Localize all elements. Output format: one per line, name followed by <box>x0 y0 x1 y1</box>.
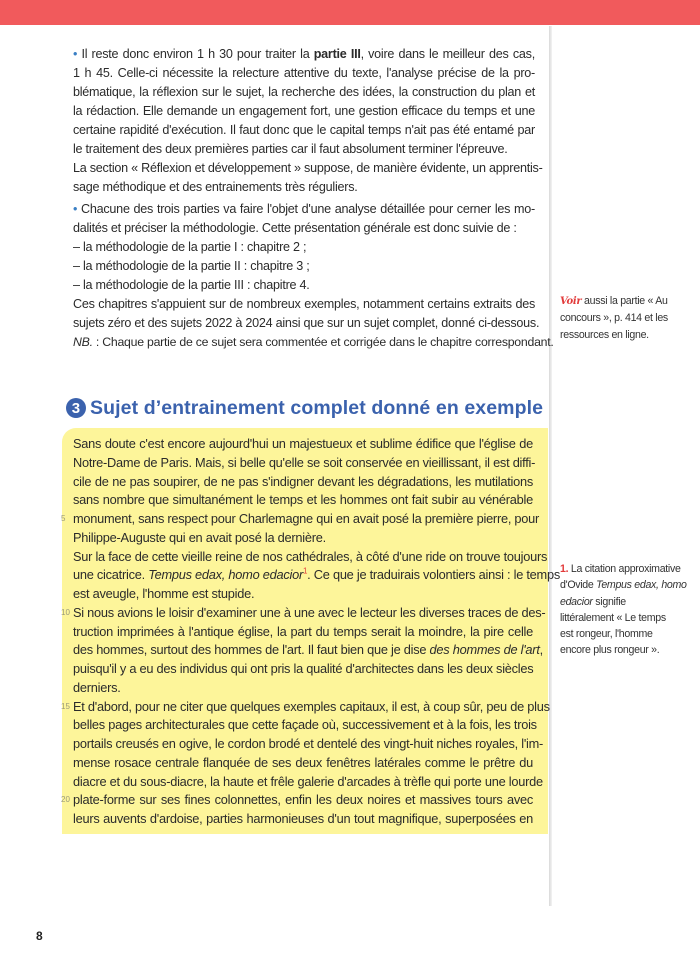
text-run: d'Ovide <box>560 579 597 592</box>
see-also-label: Voir <box>560 296 582 307</box>
footnote-ref: 1 <box>302 566 308 576</box>
intro-paragraph-1 <box>73 45 543 197</box>
line-number: 20 <box>61 795 70 805</box>
margin-divider <box>549 26 552 906</box>
nb-note <box>73 333 554 352</box>
text-run: partie III <box>313 47 361 61</box>
footnote-1 <box>560 561 700 659</box>
text-line <box>73 200 535 219</box>
page-number: 8 <box>36 929 43 943</box>
text-run: leurs auvents d'ardoise, parties harmonieuses d'un tout magnifique, superposées en <box>73 811 533 826</box>
text-line <box>73 773 543 792</box>
text-line <box>61 604 546 623</box>
text-line <box>73 585 533 604</box>
text-line <box>73 295 535 314</box>
text-run: certaine rapidité d'exécution. Il faut donc que le capital temps n'ait pas été entamé par <box>73 123 535 137</box>
text-line <box>73 754 533 773</box>
text-run: – la méthodologie de la partie II : chapitre 3 ; <box>73 259 310 273</box>
text-run: edacior <box>560 595 593 608</box>
text-line <box>73 660 533 679</box>
section-title: Sujet d’entrainement complet donné en exemple <box>90 396 544 419</box>
text-run: Sans doute c'est encore aujourd'hui un majestueux et sublime édifice que l'église de <box>73 436 533 451</box>
text-run: plate-forme sur ses fines colonnettes, enfin les deux noires et massives tours avec <box>73 792 533 808</box>
text-line <box>73 529 533 548</box>
see-also-line: ressources en ligne. <box>560 328 649 341</box>
intro-paragraph-2 <box>73 200 554 352</box>
text-run: cile de ne pas soupirer, de ne pas s'indigner devant les dégradations, les mutilations <box>73 473 533 489</box>
text-run: encore plus rongeur ». <box>560 644 660 657</box>
text-run: dalités et préciser la méthodologie. Cette présentation générale est donc suivie de : <box>73 221 517 235</box>
text-line <box>73 64 535 83</box>
text-line <box>61 510 540 529</box>
text-run: sage méthodique et des entrainements très réguliers. <box>73 180 358 194</box>
text-run: la rédaction. Elle demande un engagement fort, une gestion efficace du temps et une <box>73 104 535 118</box>
text-run: . Ce que je traduirais volontiers ainsi : le temps <box>307 567 560 583</box>
text-line <box>73 314 540 333</box>
text-line <box>73 716 537 735</box>
text-run: Philippe-Auguste qui en avait posé la dernière. <box>73 529 326 545</box>
footnote-text <box>560 563 687 656</box>
text-run: belles pages architecturales que cette façade où, successivement et à la fois, les trois <box>73 717 537 733</box>
text-line <box>73 473 533 492</box>
text-run: Il reste donc environ 1 h 30 pour traiter la <box>81 47 314 61</box>
text-run: derniers. <box>73 679 121 695</box>
text-run: Notre-Dame de Paris. Mais, si belle qu'elle se soit conservée en vieillissant, il est diffi- <box>73 454 536 470</box>
text-run: , voire dans le meilleur des cas, <box>360 47 535 61</box>
excerpt-text <box>61 435 560 829</box>
text-line <box>73 140 535 159</box>
text-line <box>73 454 536 473</box>
see-also-line: aussi la partie « Au <box>581 295 668 307</box>
line-number: 5 <box>61 514 66 523</box>
text-line <box>73 548 548 567</box>
text-run: mense rosace centrale flanquée de ses deux fenêtres latérales comme le prêtre du <box>73 754 533 770</box>
footnote-number: 1. <box>560 563 569 575</box>
text-run: : Chaque partie de ce sujet sera commentée et corrigée dans le chapitre correspondant. <box>92 335 554 349</box>
text-line <box>73 333 554 352</box>
text-line <box>73 45 535 64</box>
text-run: 1 h 45. Celle-ci nécessite la relecture attentive du texte, l'analyse précise de la pro- <box>73 66 535 80</box>
text-line <box>73 121 535 140</box>
text-run: Ces chapitres s'appuient sur de nombreux exemples, notamment certains extraits des <box>73 297 535 311</box>
text-run: est aveugle, l'homme est stupide. <box>73 586 255 601</box>
text-run: Tempus edax, homo edacior <box>148 567 303 583</box>
text-line <box>73 623 533 642</box>
text-run: le traitement des deux premières parties car il faut absolument terminer l'épreuve. <box>73 142 508 156</box>
text-run: truction imprimées à l'antique église, la part du temps serait la moindre, la pire celle <box>73 623 533 639</box>
text-run: La citation approximative <box>568 563 681 575</box>
text-line <box>73 159 543 178</box>
text-run: des hommes de l'art <box>429 642 540 658</box>
line-number: 15 <box>61 701 70 711</box>
text-line <box>73 641 543 660</box>
text-line <box>73 566 560 585</box>
text-run: Sur la face de cette vieille reine de nos cathédrales, à côté d'une ride on trouve toujours <box>73 548 548 564</box>
bullet-icon: • <box>73 47 82 61</box>
text-run: diacre et du sous-diacre, la haute et frêle galerie d'arcades à trèfle qui porte une lourde <box>73 773 543 789</box>
text-run: puisqu'il y a eu des individus qui ont pris la qualité d'architectes dans les deux siècles <box>73 661 534 676</box>
text-run: Tempus edax, homo <box>596 579 687 592</box>
text-line <box>73 435 533 454</box>
text-line <box>73 102 535 121</box>
text-line <box>73 276 535 295</box>
text-line <box>73 219 535 238</box>
see-also-note <box>560 293 700 343</box>
top-color-bar <box>0 0 700 25</box>
line-number: 10 <box>61 607 70 617</box>
text-run: Si nous avions le loisir d'examiner une à une avec le lecteur les diverses traces de des- <box>73 604 546 620</box>
paragraph-2-lines <box>73 200 540 333</box>
text-run: est rongeur, l'homme <box>560 628 653 641</box>
text-run: une cicatrice. <box>73 567 149 583</box>
text-line <box>73 238 535 257</box>
text-run: des hommes, surtout des hommes de l'art. Il faut bien que je dise <box>73 642 430 658</box>
text-run: sujets zéro et des sujets 2022 à 2024 ainsi que sur un sujet complet, donné ci-dessous. <box>73 316 540 330</box>
text-line <box>73 257 535 276</box>
see-also-line: concours », p. 414 et les <box>560 312 668 325</box>
text-line <box>73 810 533 829</box>
text-run: portails creusés en ogive, le cordon brodé et dentelé des vingt-huit niches royales, l'im- <box>73 736 544 751</box>
text-run: NB. <box>73 335 93 349</box>
text-run: blématique, la réflexion sur le sujet, la recherche des idées, la construction du plan et <box>73 85 535 99</box>
text-run: La section « Réflexion et développement » suppose, de manière évidente, un apprentis- <box>73 161 543 175</box>
text-line <box>73 679 533 698</box>
text-line <box>61 698 550 717</box>
text-run: signifie <box>592 595 626 608</box>
text-run: – la méthodologie de la partie I : chapitre 2 ; <box>73 240 307 254</box>
text-run: – la méthodologie de la partie III : chapitre 4. <box>73 278 310 292</box>
text-line <box>61 791 533 810</box>
text-run: Chacune des trois parties va faire l'objet d'une analyse détaillée pour cerner les mo- <box>81 202 535 216</box>
text-line <box>73 83 535 102</box>
section-number-badge: 3 <box>66 398 86 418</box>
section-heading <box>66 394 543 422</box>
text-line <box>73 491 533 510</box>
text-run: sans nombre que simultanément le temps et les hommes ont fait subir au vénérable <box>73 492 533 508</box>
text-run: , <box>539 642 543 658</box>
text-line <box>73 178 535 197</box>
text-run: littéralement « Le temps <box>560 611 666 624</box>
text-line <box>73 735 544 754</box>
text-run: Et d'abord, pour ne citer que quelques exemples capitaux, il est, à coup sûr, peu de plus <box>73 698 550 714</box>
text-run: monument, sans respect pour Charlemagne qui en avait posé la première pierre, pour <box>73 511 540 526</box>
bullet-icon: • <box>73 202 82 216</box>
